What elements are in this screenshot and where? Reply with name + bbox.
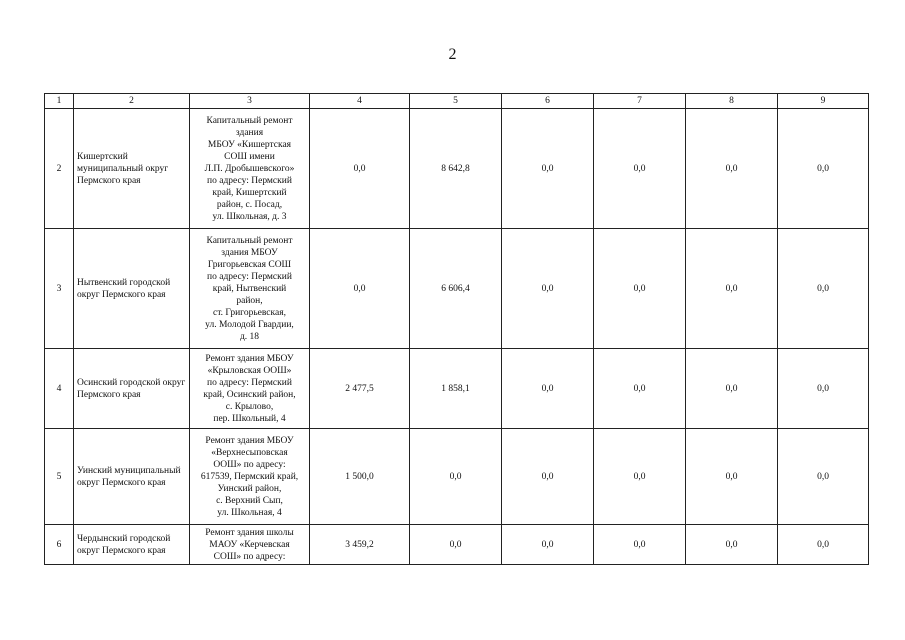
header-row — [45, 94, 869, 109]
column-header: 5 — [410, 94, 502, 109]
value-cell: 0,0 — [686, 429, 778, 525]
value-cell: 0,0 — [686, 229, 778, 349]
municipality-cell: Нытвенский городской округ Пермского края — [74, 229, 190, 349]
column-header: 2 — [74, 94, 190, 109]
value-cell: 0,0 — [410, 429, 502, 525]
value-cell: 2 477,5 — [310, 349, 410, 429]
value-cell: 1 858,1 — [410, 349, 502, 429]
value-cell: 0,0 — [594, 109, 686, 229]
object-cell: Ремонт здания МБОУ «Верхнесыповская ООШ» по адресу: 617539, Пермский край, Уинский район, с. Верхний Сып, ул. Школьная, 4 — [190, 429, 310, 525]
value-cell: 0,0 — [594, 525, 686, 565]
value-cell: 0,0 — [686, 525, 778, 565]
table-row — [45, 349, 869, 429]
value-cell: 0,0 — [310, 109, 410, 229]
value-cell: 0,0 — [778, 525, 869, 565]
page-number: 2 — [448, 46, 457, 63]
value-cell: 0,0 — [594, 429, 686, 525]
value-cell: 6 606,4 — [410, 229, 502, 349]
column-header: 9 — [778, 94, 869, 109]
table-row — [45, 525, 869, 565]
value-cell: 0,0 — [686, 349, 778, 429]
object-cell: Ремонт здания МБОУ «Крыловская ООШ» по адресу: Пермский край, Осинский район, с. Крылово, пер. Школьный, 4 — [190, 349, 310, 429]
row-number: 2 — [45, 109, 74, 229]
column-header: 8 — [686, 94, 778, 109]
column-header: 3 — [190, 94, 310, 109]
row-number: 6 — [45, 525, 74, 565]
value-cell: 0,0 — [502, 525, 594, 565]
column-header: 4 — [310, 94, 410, 109]
row-number: 3 — [45, 229, 74, 349]
value-cell: 0,0 — [778, 229, 869, 349]
value-cell: 0,0 — [502, 109, 594, 229]
column-header: 1 — [45, 94, 74, 109]
budget-table — [44, 93, 869, 565]
row-number: 4 — [45, 349, 74, 429]
value-cell: 8 642,8 — [410, 109, 502, 229]
object-cell: Капитальный ремонт здания МБОУ Григорьевская СОШ по адресу: Пермский край, Нытвенский район, ст. Григорьевская, ул. Молодой Гвардии, д. 18 — [190, 229, 310, 349]
municipality-cell: Кишертский муниципальный округ Пермского края — [74, 109, 190, 229]
value-cell: 0,0 — [594, 349, 686, 429]
column-header: 7 — [594, 94, 686, 109]
row-number: 5 — [45, 429, 74, 525]
object-cell: Капитальный ремонт здания МБОУ «Кишертская СОШ имени Л.П. Дробышевского» по адресу: Пермский край, Кишертский район, с. Посад, ул. Школьная, д. 3 — [190, 109, 310, 229]
table-row — [45, 229, 869, 349]
value-cell: 0,0 — [778, 109, 869, 229]
column-header: 6 — [502, 94, 594, 109]
municipality-cell: Осинский городской округ Пермского края — [74, 349, 190, 429]
table-row — [45, 429, 869, 525]
value-cell: 0,0 — [778, 349, 869, 429]
object-cell: Ремонт здания школы МАОУ «Керчевская СОШ» по адресу: — [190, 525, 310, 565]
value-cell: 0,0 — [502, 349, 594, 429]
value-cell: 0,0 — [778, 429, 869, 525]
municipality-cell: Уинский муниципальный округ Пермского края — [74, 429, 190, 525]
table-row — [45, 109, 869, 229]
value-cell: 0,0 — [594, 229, 686, 349]
value-cell: 0,0 — [310, 229, 410, 349]
value-cell: 1 500,0 — [310, 429, 410, 525]
municipality-cell: Чердынский городской округ Пермского края — [74, 525, 190, 565]
value-cell: 0,0 — [410, 525, 502, 565]
value-cell: 0,0 — [502, 229, 594, 349]
value-cell: 0,0 — [502, 429, 594, 525]
value-cell: 3 459,2 — [310, 525, 410, 565]
value-cell: 0,0 — [686, 109, 778, 229]
